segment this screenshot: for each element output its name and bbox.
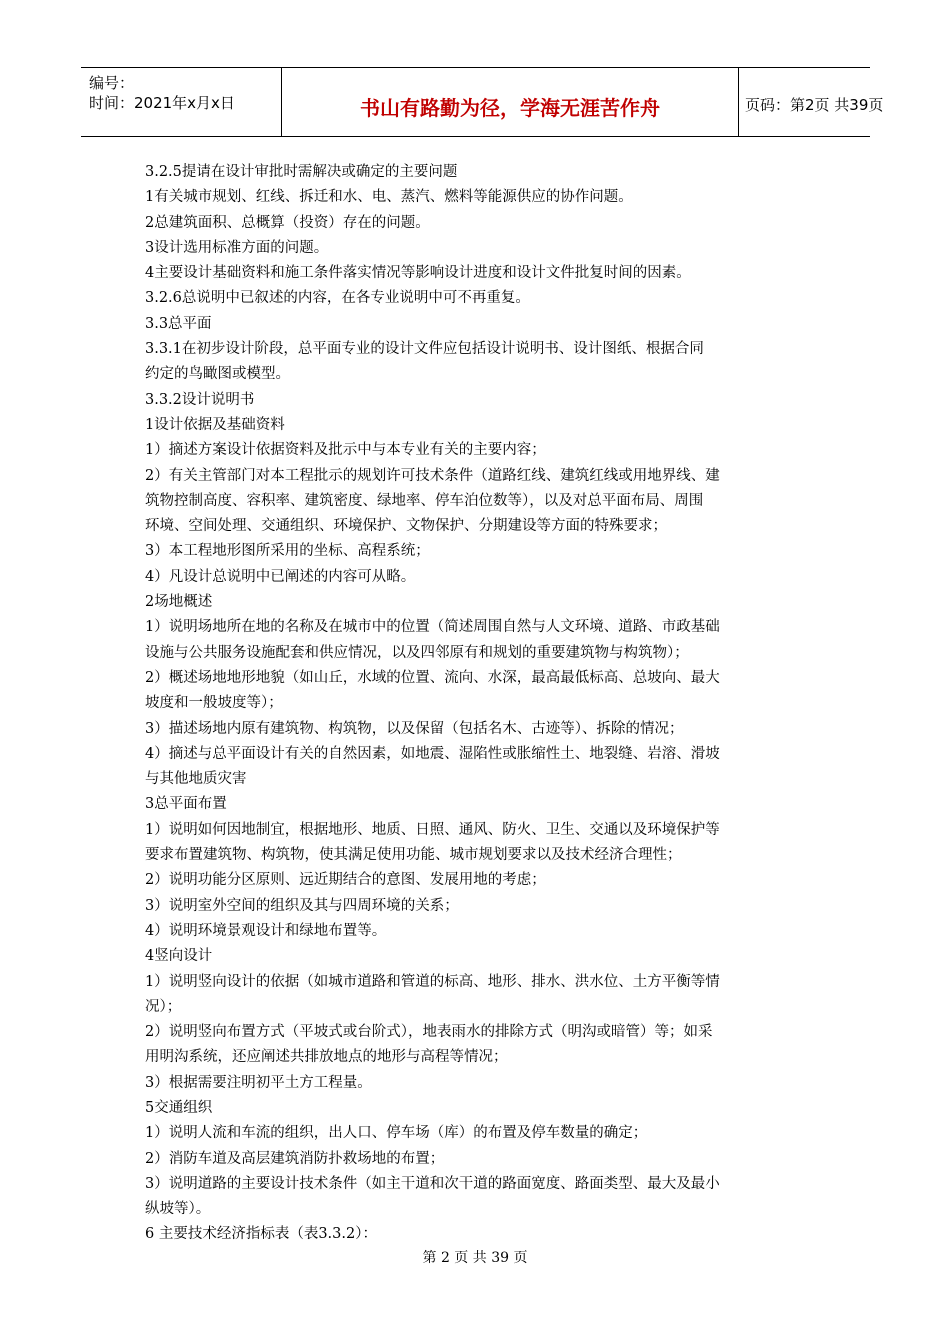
header-motto-cell: [282, 68, 739, 136]
text-line: 1）摘述方案设计依据资料及批示中与本专业有关的主要内容；: [145, 442, 546, 459]
text-line: 1）说明竖向设计的依据（如城市道路和管道的标高、地形、排水、洪水位、土方平衡等情: [145, 973, 720, 990]
text-line: 3）本工程地形图所采用的坐标、高程系统；: [145, 543, 430, 560]
text-line: 3总平面布置: [145, 796, 227, 813]
text-line: 3.3总平面: [145, 315, 212, 332]
text-line: 2场地概述: [145, 594, 213, 611]
text-line: 4）凡设计总说明中已阐述的内容可从略。: [145, 568, 416, 585]
text-line: 2）说明功能分区原则、远近期结合的意图、发展用地的考虑；: [145, 872, 546, 889]
text-line: 环境、空间处理、交通组织、环境保护、文物保护、分期建设等方面的特殊要求；: [145, 518, 667, 535]
text-line: 2）说明竖向布置方式（平坡式或台阶式），地表雨水的排除方式（明沟或暗管）等；如采: [145, 1024, 713, 1041]
text-line: 3.3.1在初步设计阶段，总平面专业的设计文件应包括设计说明书、设计图纸、根据合同: [145, 341, 704, 358]
text-line: 1）说明如何因地制宜，根据地形、地质、日照、通风、防火、卫生、交通以及环境保护等: [145, 821, 720, 838]
text-line: 约定的鸟瞰图或模型。: [145, 366, 290, 383]
text-line: 3）根据需要注明初平土方工程量。: [145, 1074, 372, 1091]
page-header: [81, 67, 884, 137]
text-line: 4主要设计基础资料和施工条件落实情况等影响设计进度和设计文件批复时间的因素。: [145, 265, 691, 282]
text-line: 1设计依据及基础资料: [145, 416, 285, 433]
text-line: 3.2.6总说明中已叙述的内容，在各专业说明中可不再重复。: [145, 290, 530, 307]
text-line: 5交通组织: [145, 1099, 213, 1116]
text-line: 1）说明场地所在地的名称及在城市中的位置（简述周围自然与人文环境、道路、市政基础: [145, 619, 720, 636]
text-line: 坡度和一般坡度等）；: [145, 695, 283, 712]
text-line: 筑物控制高度、容积率、建筑密度、绿地率、停车泊位数等），以及对总平面布局、周围: [145, 492, 704, 509]
text-line: 纵坡等）。: [145, 1201, 211, 1218]
text-line: 4）说明环境景观设计和绿地布置等。: [145, 922, 387, 939]
document-date-label: 时间：2021年x月x日: [89, 94, 235, 112]
header-page-cell: [739, 68, 884, 136]
text-line: 3.3.2设计说明书: [145, 391, 255, 408]
text-line: 况）；: [145, 998, 182, 1015]
text-line: 1有关城市规划、红线、拆迁和水、电、蒸汽、燃料等能源供应的协作问题。: [145, 189, 633, 206]
text-line: 3设计选用标准方面的问题。: [145, 239, 329, 256]
text-line: 4竖向设计: [145, 948, 213, 965]
text-line: 用明沟系统，还应阐述共排放地点的地形与高程等情况；: [145, 1049, 508, 1066]
text-line: 设施与公共服务设施配套和供应情况，以及四邻原有和规划的重要建筑物与构筑物）；: [145, 644, 689, 661]
document-body: [145, 160, 815, 1248]
text-line: 3）描述场地内原有建筑物、构筑物，以及保留（包括名木、古迹等）、拆除的情况；: [145, 720, 684, 737]
text-line: 与其他地质灾害: [145, 771, 247, 788]
text-line: 3）说明道路的主要设计技术条件（如主干道和次干道的路面宽度、路面类型、最大及最小: [145, 1175, 720, 1192]
text-line: 2）有关主管部门对本工程批示的规划许可技术条件（道路红线、建筑红线或用地界线、建: [145, 467, 720, 484]
text-line: 1）说明人流和车流的组织，出人口、停车场（库）的布置及停车数量的确定；: [145, 1125, 648, 1142]
text-line: 6 主要技术经济指标表（表3.3.2）：: [145, 1226, 377, 1243]
page-footer: 第 2 页 共 39 页: [422, 1250, 528, 1266]
text-line: 4）摘述与总平面设计有关的自然因素，如地震、湿陷性或胀缩性土、地裂缝、岩溶、滑坡: [145, 745, 720, 762]
text-line: 3）说明室外空间的组织及其与四周环境的关系；: [145, 897, 459, 914]
text-line: 2）消防车道及高层建筑消防扑救场地的布置；: [145, 1150, 445, 1167]
motto-text: 书山有路勤为径，学海无涯苦作舟: [360, 96, 660, 120]
header-meta-cell: [81, 68, 282, 136]
text-line: 2总建筑面积、总概算（投资）存在的问题。: [145, 214, 430, 231]
page-info: 页码：第2页 共39页: [745, 96, 884, 114]
text-line: 3.2.5提请在设计审批时需解决或确定的主要问题: [145, 164, 458, 180]
text-line: 要求布置建筑物、构筑物，使其满足使用功能、城市规划要求以及技术经济合理性；: [145, 847, 682, 864]
document-number-label: 编号：: [89, 74, 135, 92]
text-line: 2）概述场地地形地貌（如山丘，水域的位置、流向、水深，最高最低标高、总坡向、最大: [145, 669, 720, 686]
